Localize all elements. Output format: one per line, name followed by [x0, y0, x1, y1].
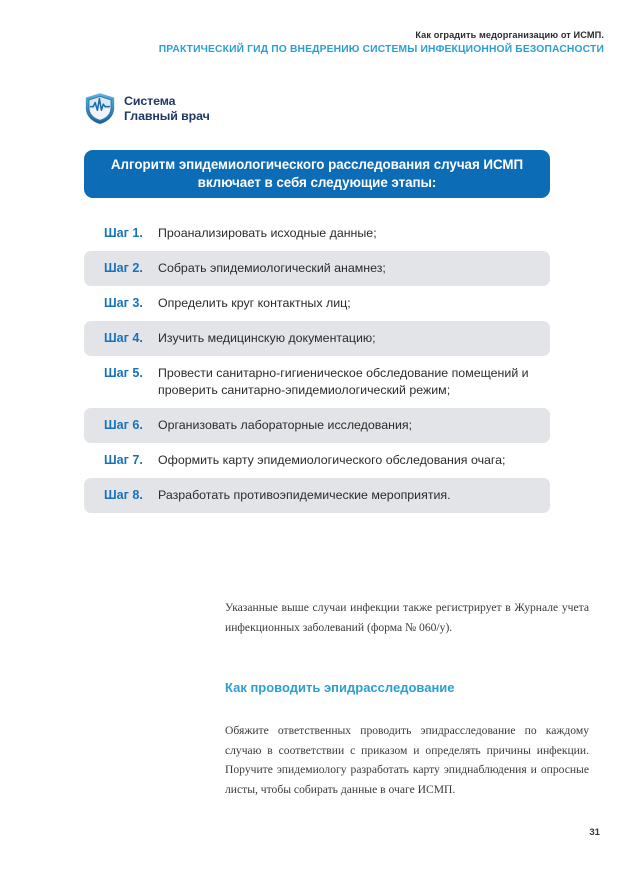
brand-logo [84, 92, 210, 125]
spacer [225, 637, 589, 679]
step-label: Шаг 4. [104, 331, 143, 345]
step-row [84, 408, 550, 443]
step-label: Шаг 2. [104, 261, 143, 275]
step-text: Изучить медицинскую документацию; [158, 331, 376, 345]
body-column [225, 598, 589, 799]
brand-logo-text [124, 94, 210, 123]
steps-list [84, 216, 550, 513]
section-subheading: Как проводить эпидрасследование [225, 680, 455, 695]
algorithm-banner-title: Алгоритм эпидемиологического расследования случая ИСМП включает в себя следующие этапы: [110, 157, 524, 190]
step-label: Шаг 6. [104, 418, 143, 432]
page-number: 31 [589, 827, 600, 838]
step-row [84, 443, 550, 478]
brand-logo-line1: Система [124, 94, 176, 108]
shield-pulse-icon [84, 92, 116, 125]
step-text: Разработать противоэпидемические мероприятия. [158, 488, 451, 502]
step-row [84, 286, 550, 321]
step-row [84, 321, 550, 356]
running-head-title: Как оградить медорганизацию от ИСМП. [415, 30, 604, 40]
step-text: Провести санитарно-гигиеническое обследование помещений и проверить санитарно-эпидемиологический режим; [158, 366, 529, 397]
step-label: Шаг 7. [104, 453, 143, 467]
body-paragraph-1: Указанные выше случаи инфекции также регистрирует в Журнале учета инфекционных заболеваний (форма № 060/у). [225, 601, 589, 634]
step-text: Оформить карту эпидемиологического обследования очага; [158, 453, 506, 467]
step-text: Проанализировать исходные данные; [158, 226, 377, 240]
step-row [84, 356, 550, 408]
step-row [84, 216, 550, 251]
step-label: Шаг 1. [104, 226, 143, 240]
algorithm-banner [84, 150, 550, 198]
spacer [225, 697, 589, 721]
step-row [84, 251, 550, 286]
brand-logo-line2: Главный врач [124, 108, 210, 123]
running-head-subtitle: ПРАКТИЧЕСКИЙ ГИД ПО ВНЕДРЕНИЮ СИСТЕМЫ ИНФЕКЦИОННОЙ БЕЗОПАСНОСТИ [158, 44, 604, 55]
step-label: Шаг 8. [104, 488, 143, 502]
step-text: Собрать эпидемиологический анамнез; [158, 261, 386, 275]
step-label: Шаг 5. [104, 366, 143, 380]
step-text: Организовать лабораторные исследования; [158, 418, 413, 432]
running-head [0, 28, 604, 58]
step-text: Определить круг контактных лиц; [158, 296, 351, 310]
step-row [84, 478, 550, 513]
body-paragraph-2: Обяжите ответственных проводить эпидрасследование по каждому случаю в соответствии с приказом и определять причины инфекции. Поручите эпидемиологу разработать карту эпиднаблюдения и опросные листы, чтобы собирать данные в очаге ИСМП. [225, 724, 589, 796]
step-label: Шаг 3. [104, 296, 143, 310]
